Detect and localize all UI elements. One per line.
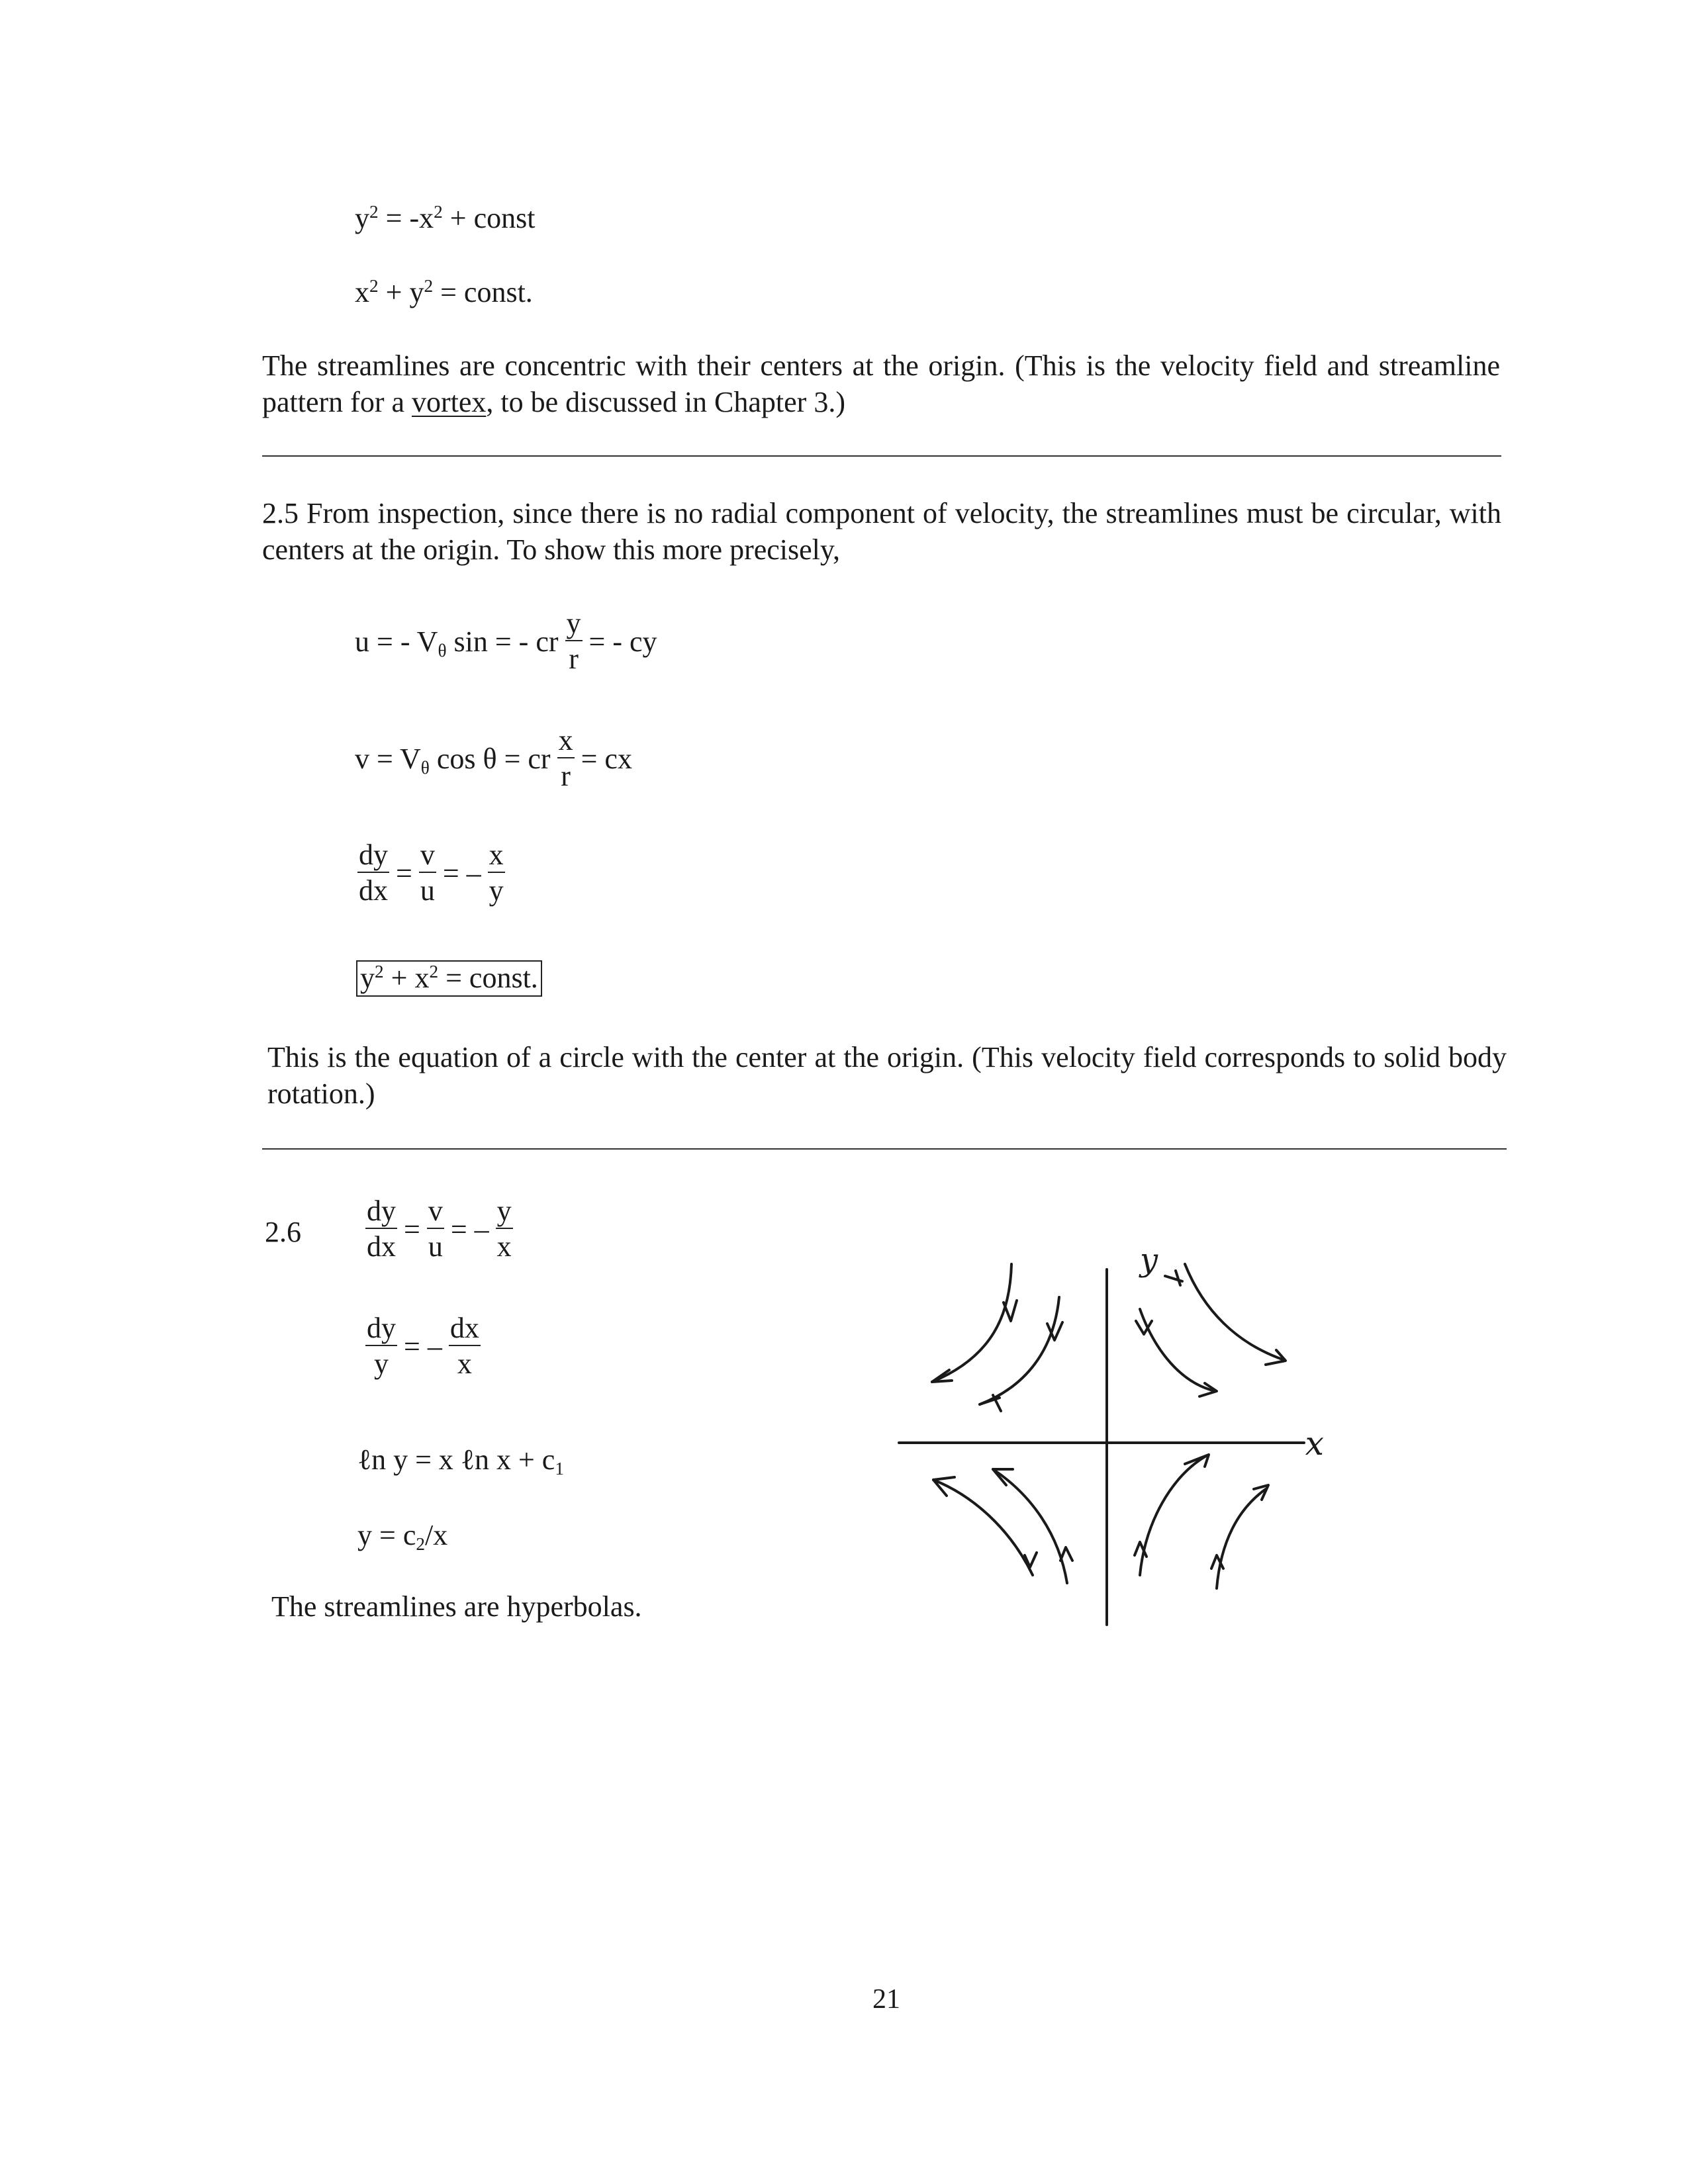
fraction-x-over-r: $\frac{x}{r}$ bbox=[558, 724, 573, 792]
fraction-y-over-r: $\frac{y}{r}$ bbox=[566, 607, 581, 675]
paragraph-vortex: The streamlines are concentric with their centers at the origin. (This is the velocity field and streamline pattern for a vortex, to be discussed in Chapter 3.) bbox=[262, 349, 1500, 418]
x-axis-label: x bbox=[1305, 1424, 1324, 1463]
section-number-2-6: 2.6 bbox=[265, 1216, 301, 1248]
equation-circle: $x^2 + y^2$ = const. bbox=[355, 276, 533, 308]
streamline-ul-inner bbox=[980, 1297, 1059, 1404]
streamline-sketch bbox=[894, 1242, 1324, 1655]
streamline-ll-outer bbox=[933, 1480, 1033, 1575]
boxed-result: $y^2 + x^2$ = const. bbox=[356, 960, 542, 996]
streamline-lr-outer bbox=[1140, 1456, 1206, 1575]
equation-hyperbola: $y = c_2/x$ bbox=[357, 1519, 448, 1555]
streamline-ur-outer bbox=[1185, 1264, 1284, 1360]
paragraph-2-5: 2.5 From inspection, since there is no radial component of velocity, the streamlines must be circular, with centers at the origin. To show this more precisely, bbox=[262, 497, 1501, 566]
equation-ln: ℓn y = x ℓn $x + c_1$ bbox=[357, 1443, 564, 1479]
page-number: 21 bbox=[872, 1984, 900, 2015]
streamline-ul-outer bbox=[932, 1264, 1011, 1382]
vortex-term: vortex bbox=[412, 386, 487, 418]
divider-2 bbox=[262, 1148, 1507, 1150]
paragraph-circle-conclusion: This is the equation of a circle with the center at the origin. (This velocity field corresponds to solid body rotation.) bbox=[267, 1041, 1507, 1110]
equation-dydx-2-6: $\frac{dy}{dx}$ = $\frac{v}{u}$ = – $\frac{y}{x}$ bbox=[367, 1195, 512, 1263]
y-axis-label: y bbox=[1140, 1242, 1158, 1279]
equation-v: $v = V_\theta$ cos θ = cr $\frac{x}{r}$ = cx bbox=[355, 724, 632, 792]
equation-y2: $y^2 = -x^2$ + const bbox=[355, 202, 536, 234]
equation-u: u = - $V_\theta$ sin = - cr $\frac{y}{r}$ = - cy bbox=[355, 607, 657, 675]
divider-1 bbox=[262, 455, 1501, 457]
streamline-lr-inner bbox=[1217, 1489, 1266, 1588]
equation-dydx-2-5: $\frac{dy}{dx}$ = $\frac{v}{u}$ = – $\frac{x}{y}$ bbox=[359, 839, 504, 907]
equation-separated: $\frac{dy}{y}$ = – $\frac{dx}{x}$ bbox=[367, 1312, 479, 1380]
hyperbola-conclusion: The streamlines are hyperbolas. bbox=[271, 1590, 642, 1623]
